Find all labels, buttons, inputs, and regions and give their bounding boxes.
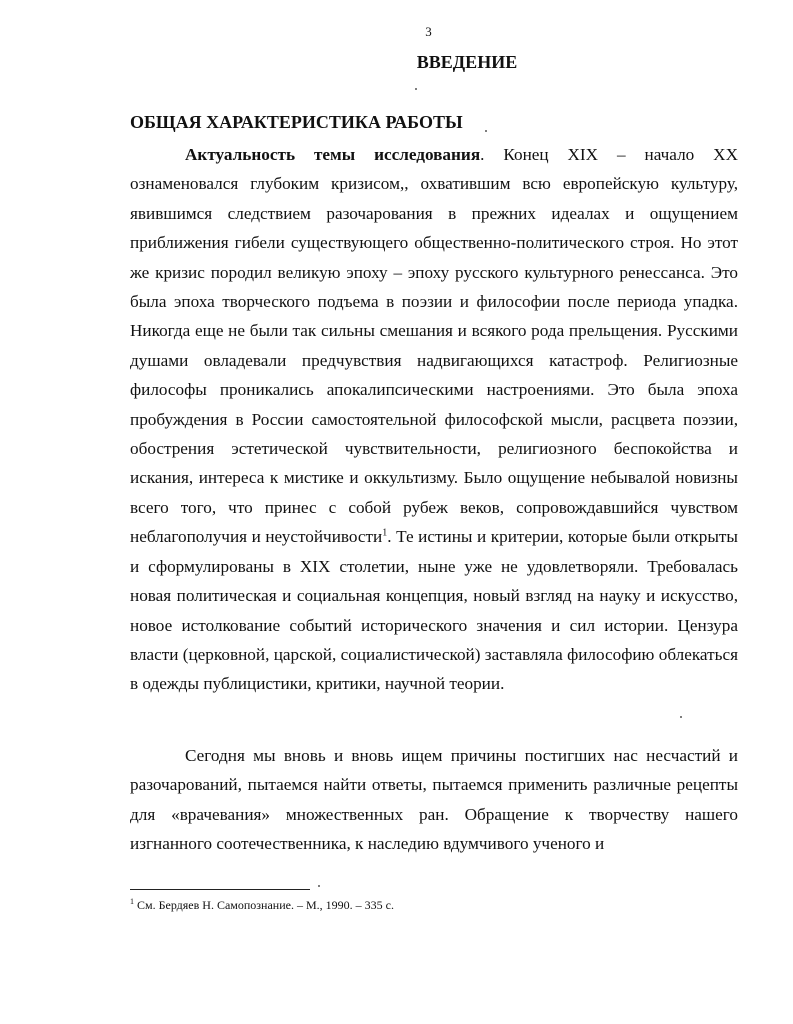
scan-speck <box>680 716 682 718</box>
paragraph-relevance <box>130 140 738 699</box>
footnote-text: См. Бердяев Н. Самопознание. – М., 1990. – 335 с. <box>134 898 394 912</box>
paragraph-lead: Актуальность темы исследования <box>185 145 481 164</box>
footnote <box>130 897 738 913</box>
scan-speck <box>485 130 487 132</box>
paragraph-text: Сегодня мы вновь и вновь ищем причины постигших нас несчастий и разочарований, пытаемся найти ответы, пытаемся применить различные рецепты для «врачевания» множественных ран. Обращение к творчеству нашего изгнанного соотечественника, к наследию вдумчивого ученого и <box>130 746 738 854</box>
footnote-separator <box>130 889 310 890</box>
paragraph-today <box>130 741 738 859</box>
page-number: 3 <box>425 24 432 39</box>
footnote-reference[interactable]: 1 <box>382 527 388 539</box>
paragraph-text-part1: . Конец XIX – начало XX ознаменовался глубоким кризисом,, охватившим всю европейскую культуру, явившимся следствием разочарования в прежних идеалах и ощущением приближения гибели существующего общественно-политического строя. Но этот же кризис породил великую эпоху – эпоху русского культурного ренессанса. Это была эпоха творческого подъема в поэзии и философии после периода упадка. Никогда еще не были так сильны смешания и всякого рода прельщения. Русскими душами овладевали предчувствия надвигающихся катастроф. Религиозные философы проникались апокалипсическими настроениями. Это была эпоха пробуждения в России самостоятельной философской мысли, расцвета поэзии, обострения эстетической чувствительности, религиозного беспокойства и искания, интереса к мистике и оккультизму. Было ощущение небывалой новизны всего того, что принес с собой рубеж веков, сопровождавшийся чувством неблагополучия и неустойчивости <box>130 145 738 547</box>
page-title: ВВЕДЕНИЕ <box>416 52 518 72</box>
scan-speck <box>415 88 417 90</box>
footnote-number: 1 <box>130 897 134 906</box>
paragraph-text-part2: . Те истины и критерии, которые были открыты и сформулированы в XIX столетии, ныне уже не удовлетворяли. Требовалась новая политическая и социальная концепция, новый взгляд на науку и искусство, новое истолкование событий исторического значения и сил истории. Цензура власти (церковной, царской, социалистической) заставляла философию облекаться в одежды публицистики, критики, научной теории. <box>130 527 738 694</box>
section-heading: ОБЩАЯ ХАРАКТЕРИСТИКА РАБОТЫ <box>130 112 463 132</box>
scan-speck <box>318 885 320 887</box>
